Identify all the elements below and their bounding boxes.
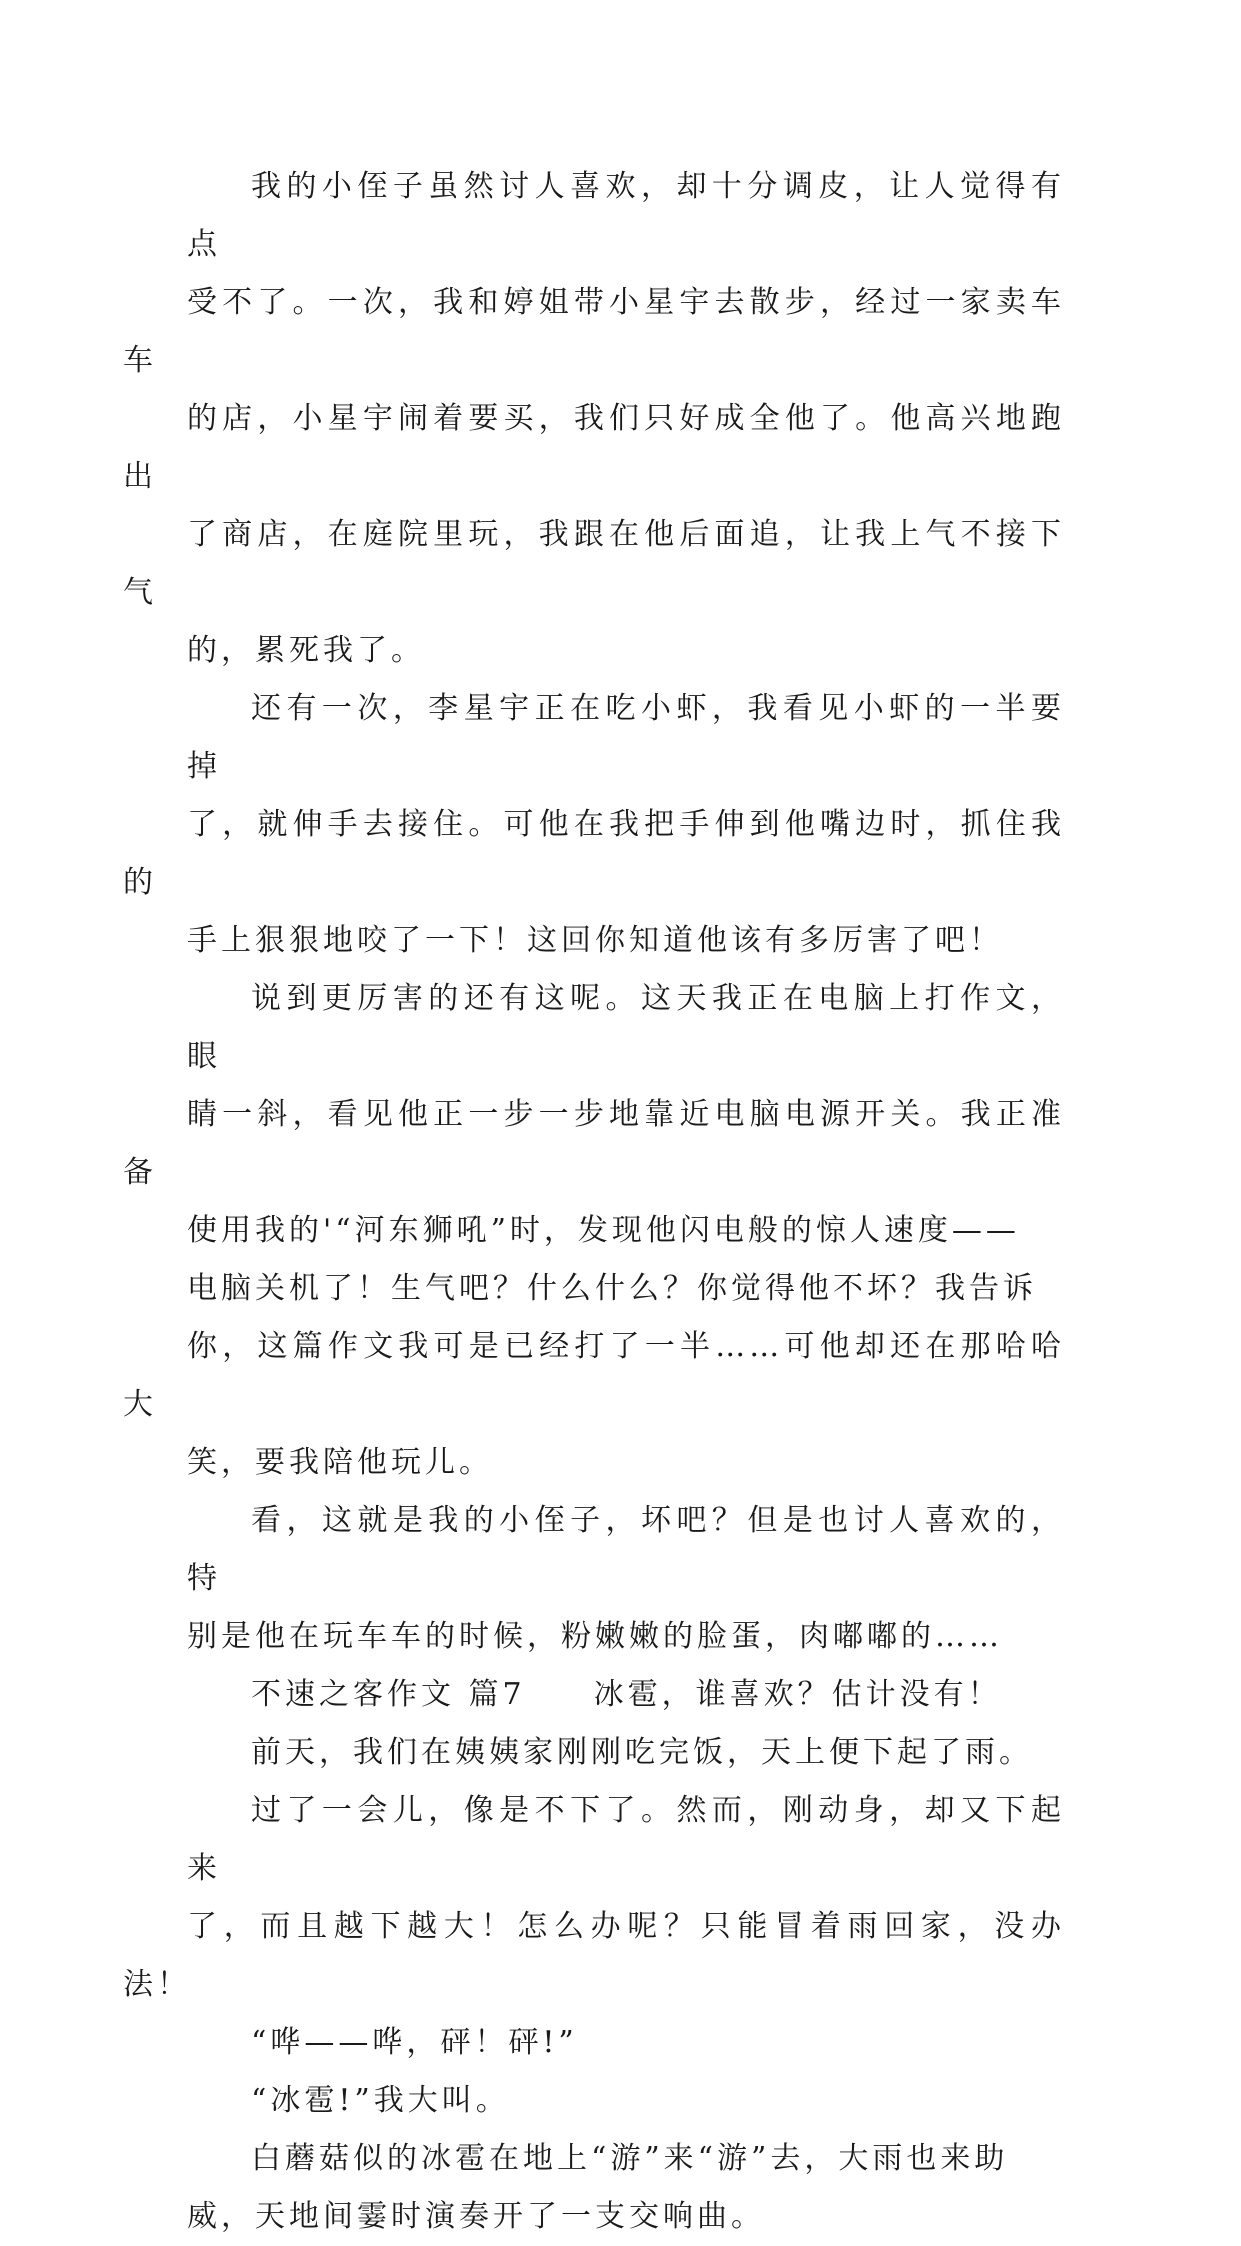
paragraph-3	[123, 970, 1065, 1492]
text-line: 威，天地间霎时演奏开了一支交响曲。	[187, 2199, 765, 2234]
text-line: 了，就伸手去接住。可他在我把手伸到他嘴边时，抓住我的	[123, 807, 1065, 900]
paragraph-6	[187, 1724, 1065, 1782]
paragraph-7	[123, 1782, 1065, 2014]
paragraph-8	[187, 2014, 1065, 2072]
text-line: 了，而且越下越大！怎么办呢？只能冒着雨回家，没办法！	[123, 1909, 1065, 2002]
text-line: 使用我的'“河东狮吼”时，发现他闪电般的惊人速度——	[187, 1213, 1020, 1248]
essay-heading-paragraph	[187, 1666, 1065, 1724]
paragraph-2	[123, 680, 1065, 970]
text-line: 看，这就是我的小侄子，坏吧？但是也讨人喜欢的，特	[187, 1503, 1065, 1596]
text-line: 白蘑菇似的冰雹在地上“游”来“游”去，大雨也来助	[251, 2141, 1009, 2176]
text-line: 前天，我们在姨姨家刚刚吃完饭，天上便下起了雨。	[251, 1735, 1033, 1770]
text-line: 笑，要我陪他玩儿。	[187, 1445, 493, 1480]
text-line: 电脑关机了！生气吧？什么什么？你觉得他不坏？我告诉	[187, 1271, 1037, 1306]
text-line: 睛一斜，看见他正一步一步地靠近电脑电源开关。我正准备	[123, 1097, 1065, 1190]
paragraph-10	[187, 2130, 1065, 2246]
text-line: 你，这篇作文我可是已经打了一半……可他却还在那哈哈大	[123, 1329, 1065, 1422]
text-line: 了商店，在庭院里玩，我跟在他后面追，让我上气不接下气	[123, 517, 1065, 610]
text-line: 的，累死我了。	[187, 633, 425, 668]
paragraph-1	[123, 158, 1065, 680]
text-line: “冰雹!”我大叫。	[251, 2083, 510, 2118]
text-line: 手上狠狠地咬了一下！这回你知道他该有多厉害了吧！	[187, 923, 1003, 958]
text-line: 别是他在玩车车的时候，粉嫩嫩的脸蛋，肉嘟嘟的……	[187, 1619, 1003, 1654]
text-line: 我的小侄子虽然讨人喜欢，却十分调皮，让人觉得有点	[187, 169, 1065, 262]
document-body	[123, 158, 1065, 2246]
text-line: 的店，小星宇闹着要买，我们只好成全他了。他高兴地跑出	[123, 401, 1065, 494]
text-line: “哗——哗，砰！砰!”	[251, 2025, 578, 2060]
text-line: 过了一会儿，像是不下了。然而，刚动身，却又下起来	[187, 1793, 1065, 1886]
text-line: 还有一次，李星宇正在吃小虾，我看见小虾的一半要掉	[187, 691, 1065, 784]
paragraph-9	[187, 2072, 1065, 2130]
text-line: 不速之客作文 篇7 冰雹，谁喜欢？估计没有！	[251, 1677, 1002, 1712]
text-line: 说到更厉害的还有这呢。这天我正在电脑上打作文，眼	[187, 981, 1065, 1074]
text-line: 受不了。一次，我和婷姐带小星宇去散步，经过一家卖车车	[123, 285, 1065, 378]
paragraph-4	[187, 1492, 1065, 1666]
